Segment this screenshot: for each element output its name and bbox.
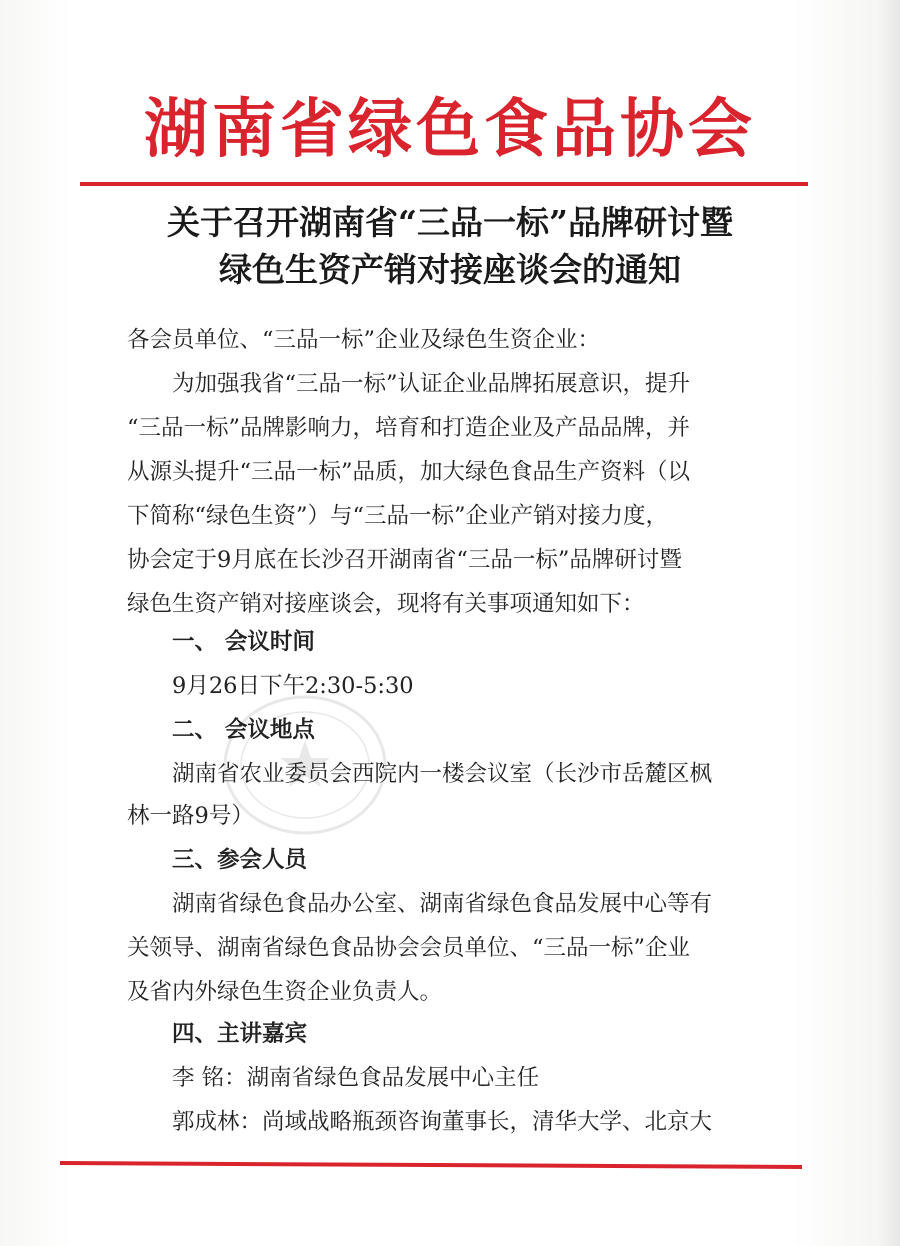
speaker-1: 李 铭：湖南省绿色食品发展中心主任	[172, 1065, 540, 1091]
intro-line-2: “三品一标”品牌影响力，培育和打造企业及产品品牌，并	[127, 415, 691, 441]
section-2-line-2: 林一路9号）	[127, 803, 254, 829]
notice-title-line-1: 关于召开湖南省“三品一标”品牌研讨暨	[167, 203, 733, 242]
section-3-line-3: 及省内外绿色生资企业负责人。	[127, 979, 443, 1005]
intro-line-6: 绿色生资产销对接座谈会，现将有关事项通知如下：	[127, 591, 645, 617]
org-name-header: 湖南省绿色食品协会	[144, 92, 756, 167]
speaker-2: 郭成林：尚域战略瓶颈咨询董事长，清华大学、北京大	[172, 1109, 713, 1135]
notice-title-line-2: 绿色生资产销对接座谈会的通知	[219, 250, 681, 289]
header-red-rule	[80, 182, 808, 186]
section-3-heading: 三、参会人员	[172, 847, 308, 873]
section-2-heading: 二、 会议地点	[172, 717, 315, 743]
intro-line-4: 下简称“绿色生资”）与“三品一标”企业产销对接力度，	[127, 503, 669, 529]
intro-line-1: 为加强我省“三品一标”认证企业品牌拓展意识，提升	[172, 371, 691, 397]
section-2-line-1: 湖南省农业委员会西院内一楼会议室（长沙市岳麓区枫	[172, 761, 713, 787]
intro-line-5: 协会定于9月底在长沙召开湖南省“三品一标”品牌研讨暨	[127, 547, 682, 573]
section-3-line-2: 关领导、湖南省绿色食品协会会员单位、“三品一标”企业	[127, 935, 691, 961]
section-1-heading: 一、 会议时间	[172, 629, 315, 655]
page-edge-shadow	[878, 0, 900, 1246]
section-3-line-1: 湖南省绿色食品办公室、湖南省绿色食品发展中心等有	[172, 891, 713, 917]
intro-line-3: 从源头提升“三品一标”品质，加大绿色食品生产资料（以	[127, 459, 691, 485]
section-4-heading: 四、主讲嘉宾	[172, 1021, 308, 1047]
section-1-content: 9月26日下午2:30-5:30	[172, 673, 414, 699]
greeting-line: 各会员单位、“三品一标”企业及绿色生资企业：	[127, 327, 601, 353]
